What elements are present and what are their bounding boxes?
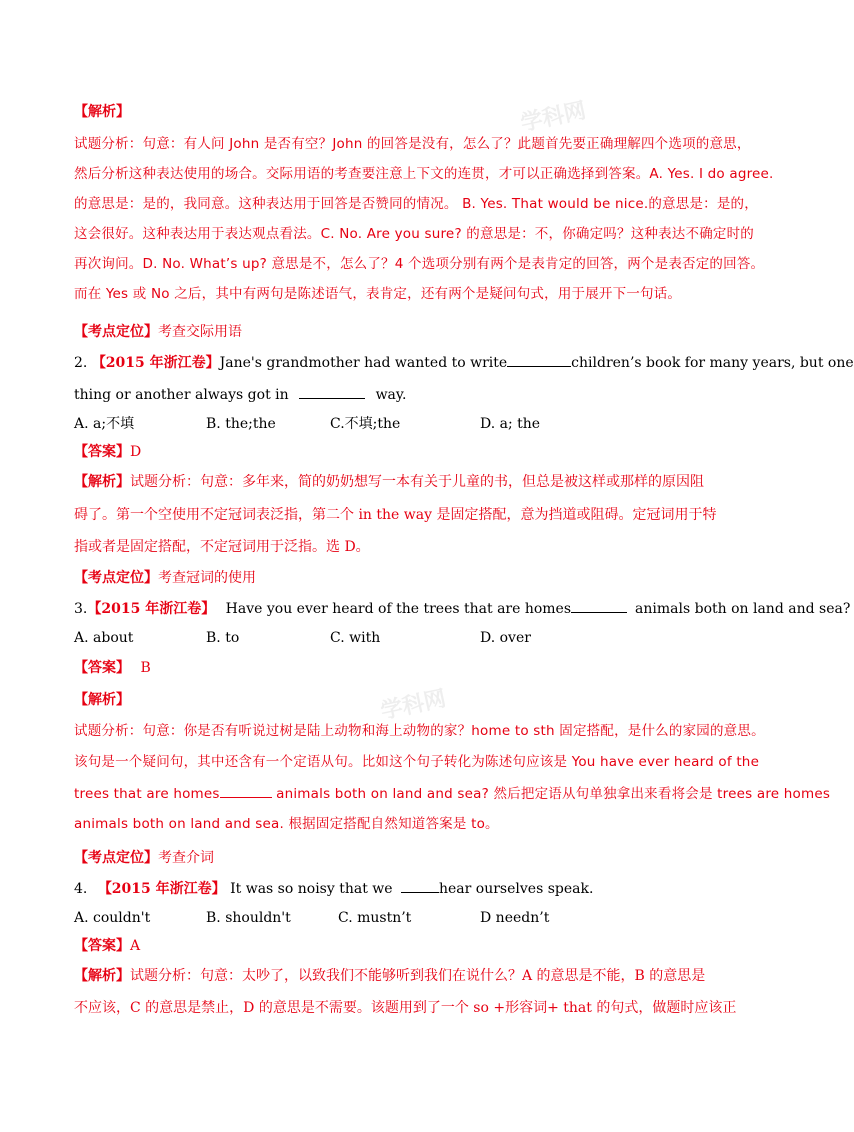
point-label: 【考点定位】	[74, 324, 158, 340]
analysis-line: 的意思是：是的，我同意。这种表达用于回答是否赞同的情况。 B. Yes. That would be nice.的意思是：是的，	[74, 196, 758, 212]
stem-text: thing or another always got in	[74, 387, 289, 403]
analysis-line	[74, 966, 705, 986]
analysis-label: 【解析】	[74, 474, 130, 490]
answer-value: B	[140, 660, 151, 676]
answer-label: 【答案】	[74, 444, 130, 460]
analysis-line	[74, 472, 704, 492]
stem-text: hear ourselves speak.	[439, 881, 594, 897]
stem-text: Have you ever heard of the trees that are homes	[225, 601, 572, 617]
watermark: 学科网	[518, 98, 589, 137]
analysis-text: 试题分析：句意：多年来，简的奶奶想写一本有关于儿童的书，但总是被这样或那样的原因阻	[130, 474, 704, 490]
stem-text: way.	[375, 387, 407, 403]
option-b: B. the;the	[206, 416, 276, 432]
option-b: B. shouldn't	[206, 910, 291, 926]
option-a: A. about	[74, 630, 134, 646]
option-c: C. with	[330, 630, 381, 646]
question-number: 3.	[74, 601, 88, 617]
analysis-line: 然后分析这种表达使用的场合。交际用语的考查要注意上下文的连贯，才可以正确选择到答案。A. Yes. I do agree.	[74, 166, 774, 182]
point-text: 考查交际用语	[158, 324, 242, 340]
analysis-line	[74, 783, 830, 804]
question-stem	[74, 352, 854, 373]
stem-text: Jane's grandmother had wanted to write	[219, 355, 508, 371]
point-label: 【考点定位】	[74, 850, 158, 866]
point-label: 【考点定位】	[74, 570, 158, 586]
point-row	[74, 848, 214, 868]
answer-row	[74, 442, 141, 462]
analysis-line: 而在 Yes 或 No 之后，其中有两句是陈述语气，表肯定，还有两个是疑问句式，用于展开下一句话。	[74, 286, 682, 302]
answer-blank	[571, 598, 627, 613]
answer-blank	[220, 783, 272, 798]
question-source: 【2015 年浙江卷】	[87, 601, 216, 617]
question-number: 2.	[74, 355, 88, 371]
answer-label: 【答案】	[74, 938, 130, 954]
option-a: A. a;不填	[74, 416, 135, 432]
answer-label: 【答案】	[74, 660, 130, 676]
analysis-line: 试题分析：句意：你是否有听说过树是陆上动物和海上动物的家？home to sth 固定搭配，是什么的家园的意思。	[74, 723, 765, 739]
analysis-text: 试题分析：句意：太吵了，以致我们不能够听到我们在说什么？A 的意思是不能，B 的意思是	[130, 968, 706, 984]
analysis-text: trees that are homes	[74, 786, 220, 802]
analysis-text: animals both on land and sea? 然后把定语从句单独拿出来看将会是 trees are homes	[271, 786, 831, 802]
question-stem	[74, 878, 593, 899]
answer-blank	[507, 352, 571, 367]
stem-text: It was so noisy that we	[230, 881, 393, 897]
analysis-line: 再次询问。D. No. What’s up? 意思是不，怎么了？4 个选项分别有两个是表肯定的回答，两个是表否定的回答。	[74, 256, 765, 272]
question-stem	[74, 598, 850, 619]
point-text: 考查冠词的使用	[158, 570, 256, 586]
point-text: 考查介词	[158, 850, 214, 866]
analysis-label: 【解析】	[74, 692, 130, 708]
question-source: 【2015 年浙江卷】	[91, 355, 220, 371]
analysis-line: 碍了。第一个空使用不定冠词表泛指，第二个 in the way 是固定搭配，意为挡道或阻碍。定冠词用于特	[74, 507, 717, 523]
answer-blank	[299, 384, 365, 399]
analysis-line: 指或者是固定搭配，不定冠词用于泛指。选 D。	[74, 539, 370, 555]
option-c: C. mustn’t	[338, 910, 412, 926]
option-c: C.不填;the	[330, 416, 401, 432]
option-d: D needn’t	[480, 910, 550, 926]
analysis-line: animals both on land and sea. 根据固定搭配自然知道答案是 to。	[74, 816, 499, 832]
analysis-line: 不应该，C 的意思是禁止，D 的意思是不需要。该题用到了一个 so +形容词+ that 的句式，做题时应该正	[74, 1000, 737, 1016]
question-number: 4.	[74, 881, 88, 897]
point-row	[74, 322, 242, 342]
answer-row	[74, 936, 140, 956]
analysis-line: 该句是一个疑问句，其中还含有一个定语从句。比如这个句子转化为陈述句应该是 You have ever heard of the	[74, 754, 760, 770]
watermark: 学科网	[378, 686, 449, 725]
answer-row	[74, 658, 151, 678]
option-d: D. over	[480, 630, 531, 646]
option-a: A. couldn't	[74, 910, 151, 926]
option-d: D. a; the	[480, 416, 541, 432]
analysis-line: 这会很好。这种表达用于表达观点看法。C. No. Are you sure? 的意思是：不，你确定吗？这种表达不确定时的	[74, 226, 754, 242]
analysis-label: 【解析】	[74, 104, 130, 120]
option-b: B. to	[206, 630, 240, 646]
analysis-line: 试题分析：句意：有人问 John 是否有空？John 的回答是没有，怎么了？此题首先要正确理解四个选项的意思，	[74, 136, 751, 152]
answer-value: A	[130, 938, 141, 954]
analysis-label: 【解析】	[74, 968, 130, 984]
stem-text: children’s book for many years, but one	[571, 355, 854, 371]
stem-text: animals both on land and sea?	[635, 601, 851, 617]
question-stem	[74, 384, 406, 405]
question-source: 【2015 年浙江卷】	[97, 881, 226, 897]
answer-value: D	[130, 444, 142, 460]
answer-blank	[401, 878, 439, 893]
point-row	[74, 568, 256, 588]
